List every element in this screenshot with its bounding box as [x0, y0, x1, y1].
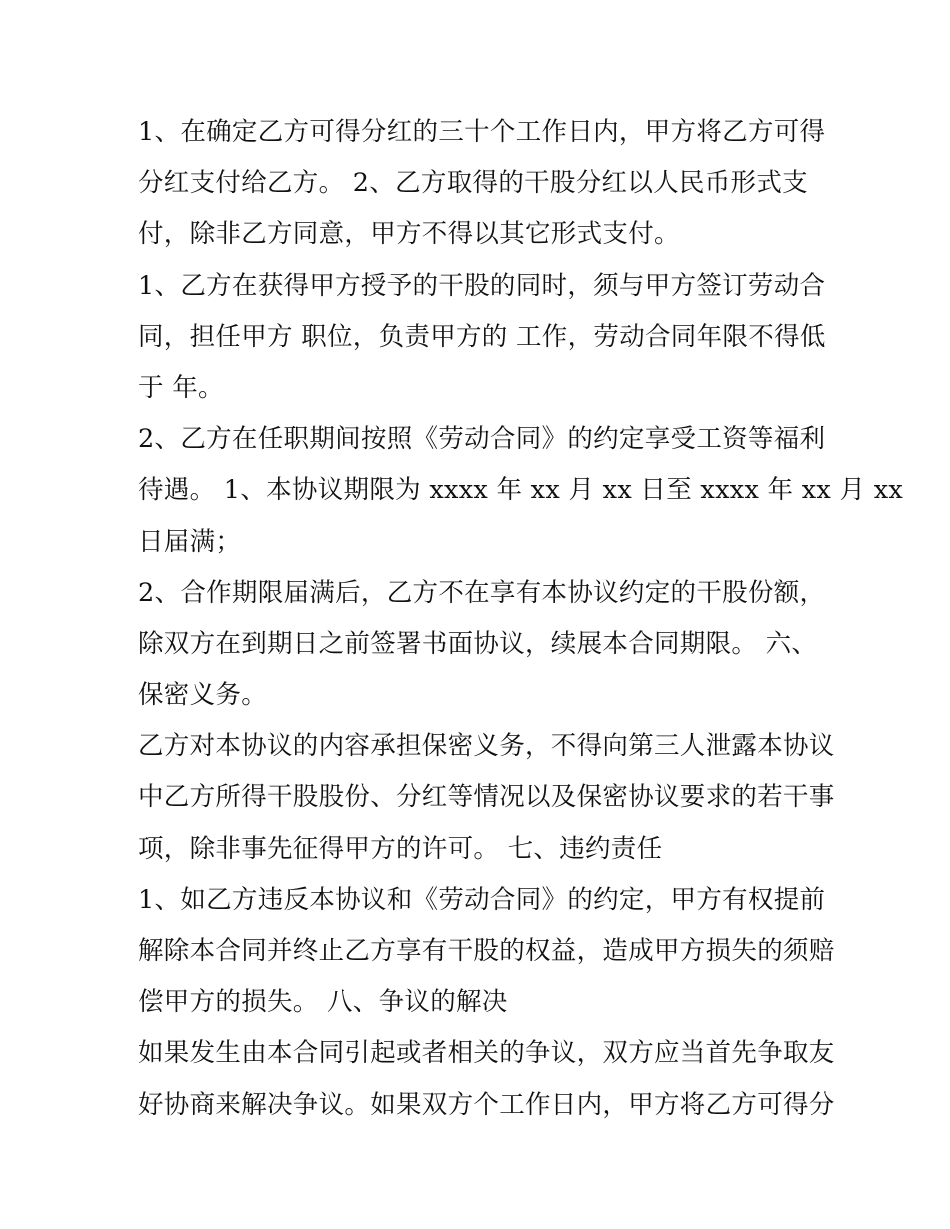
- text-line: 项，除非事先征得甲方的许可。 七、违约责任: [138, 833, 663, 864]
- text-line: 如果发生由本合同引起或者相关的争议，双方应当首先争取友: [138, 1038, 835, 1069]
- text-line: 1、在确定乙方可得分红的三十个工作日内，甲方将乙方可得: [138, 117, 826, 147]
- text-line: 2、合作期限届满后，乙方不在享有本协议约定的干股份额，: [138, 577, 826, 608]
- text-line: 乙方对本协议的内容承担保密义务，不得向第三人泄露本协议: [138, 731, 835, 762]
- text-line: 保密义务。: [138, 680, 268, 711]
- text-line: 待遇。 1、本协议期限为 xxxx 年 xx 月 xx 日至 xxxx 年 xx 月 xx: [138, 475, 904, 506]
- text-line: 同，担任甲方 职位，负责甲方的 工作，劳动合同年限不得低: [138, 321, 826, 352]
- text-line: 中乙方所得干股股份、分红等情况以及保密协议要求的若干事: [138, 782, 835, 813]
- text-line: 1、如乙方违反本协议和《劳动合同》的约定，甲方有权提前: [138, 884, 826, 915]
- text-line: 好协商来解决争议。如果双方个工作日内，甲方将乙方可得分: [138, 1089, 835, 1120]
- text-line: 于 年。: [138, 372, 224, 403]
- document-body: [138, 107, 904, 1131]
- text-line: 偿甲方的损失。 八、争议的解决: [138, 987, 508, 1018]
- text-line: 1、乙方在获得甲方授予的干股的同时，须与甲方签订劳动合: [138, 270, 826, 301]
- text-line: 除双方在到期日之前签署书面协议，续展本合同期限。 六、: [138, 628, 818, 659]
- text-line: 解除本合同并终止乙方享有干股的权益，造成甲方损失的须赔: [138, 936, 835, 966]
- text-line: 付，除非乙方同意，甲方不得以其它形式支付。: [138, 219, 680, 250]
- text-line: 2、乙方在任职期间按照《劳动合同》的约定享受工资等福利: [138, 424, 826, 455]
- text-line: 日届满；: [138, 526, 242, 557]
- text-line: 分红支付给乙方。 2、乙方取得的干股分红以人民币形式支: [138, 168, 808, 199]
